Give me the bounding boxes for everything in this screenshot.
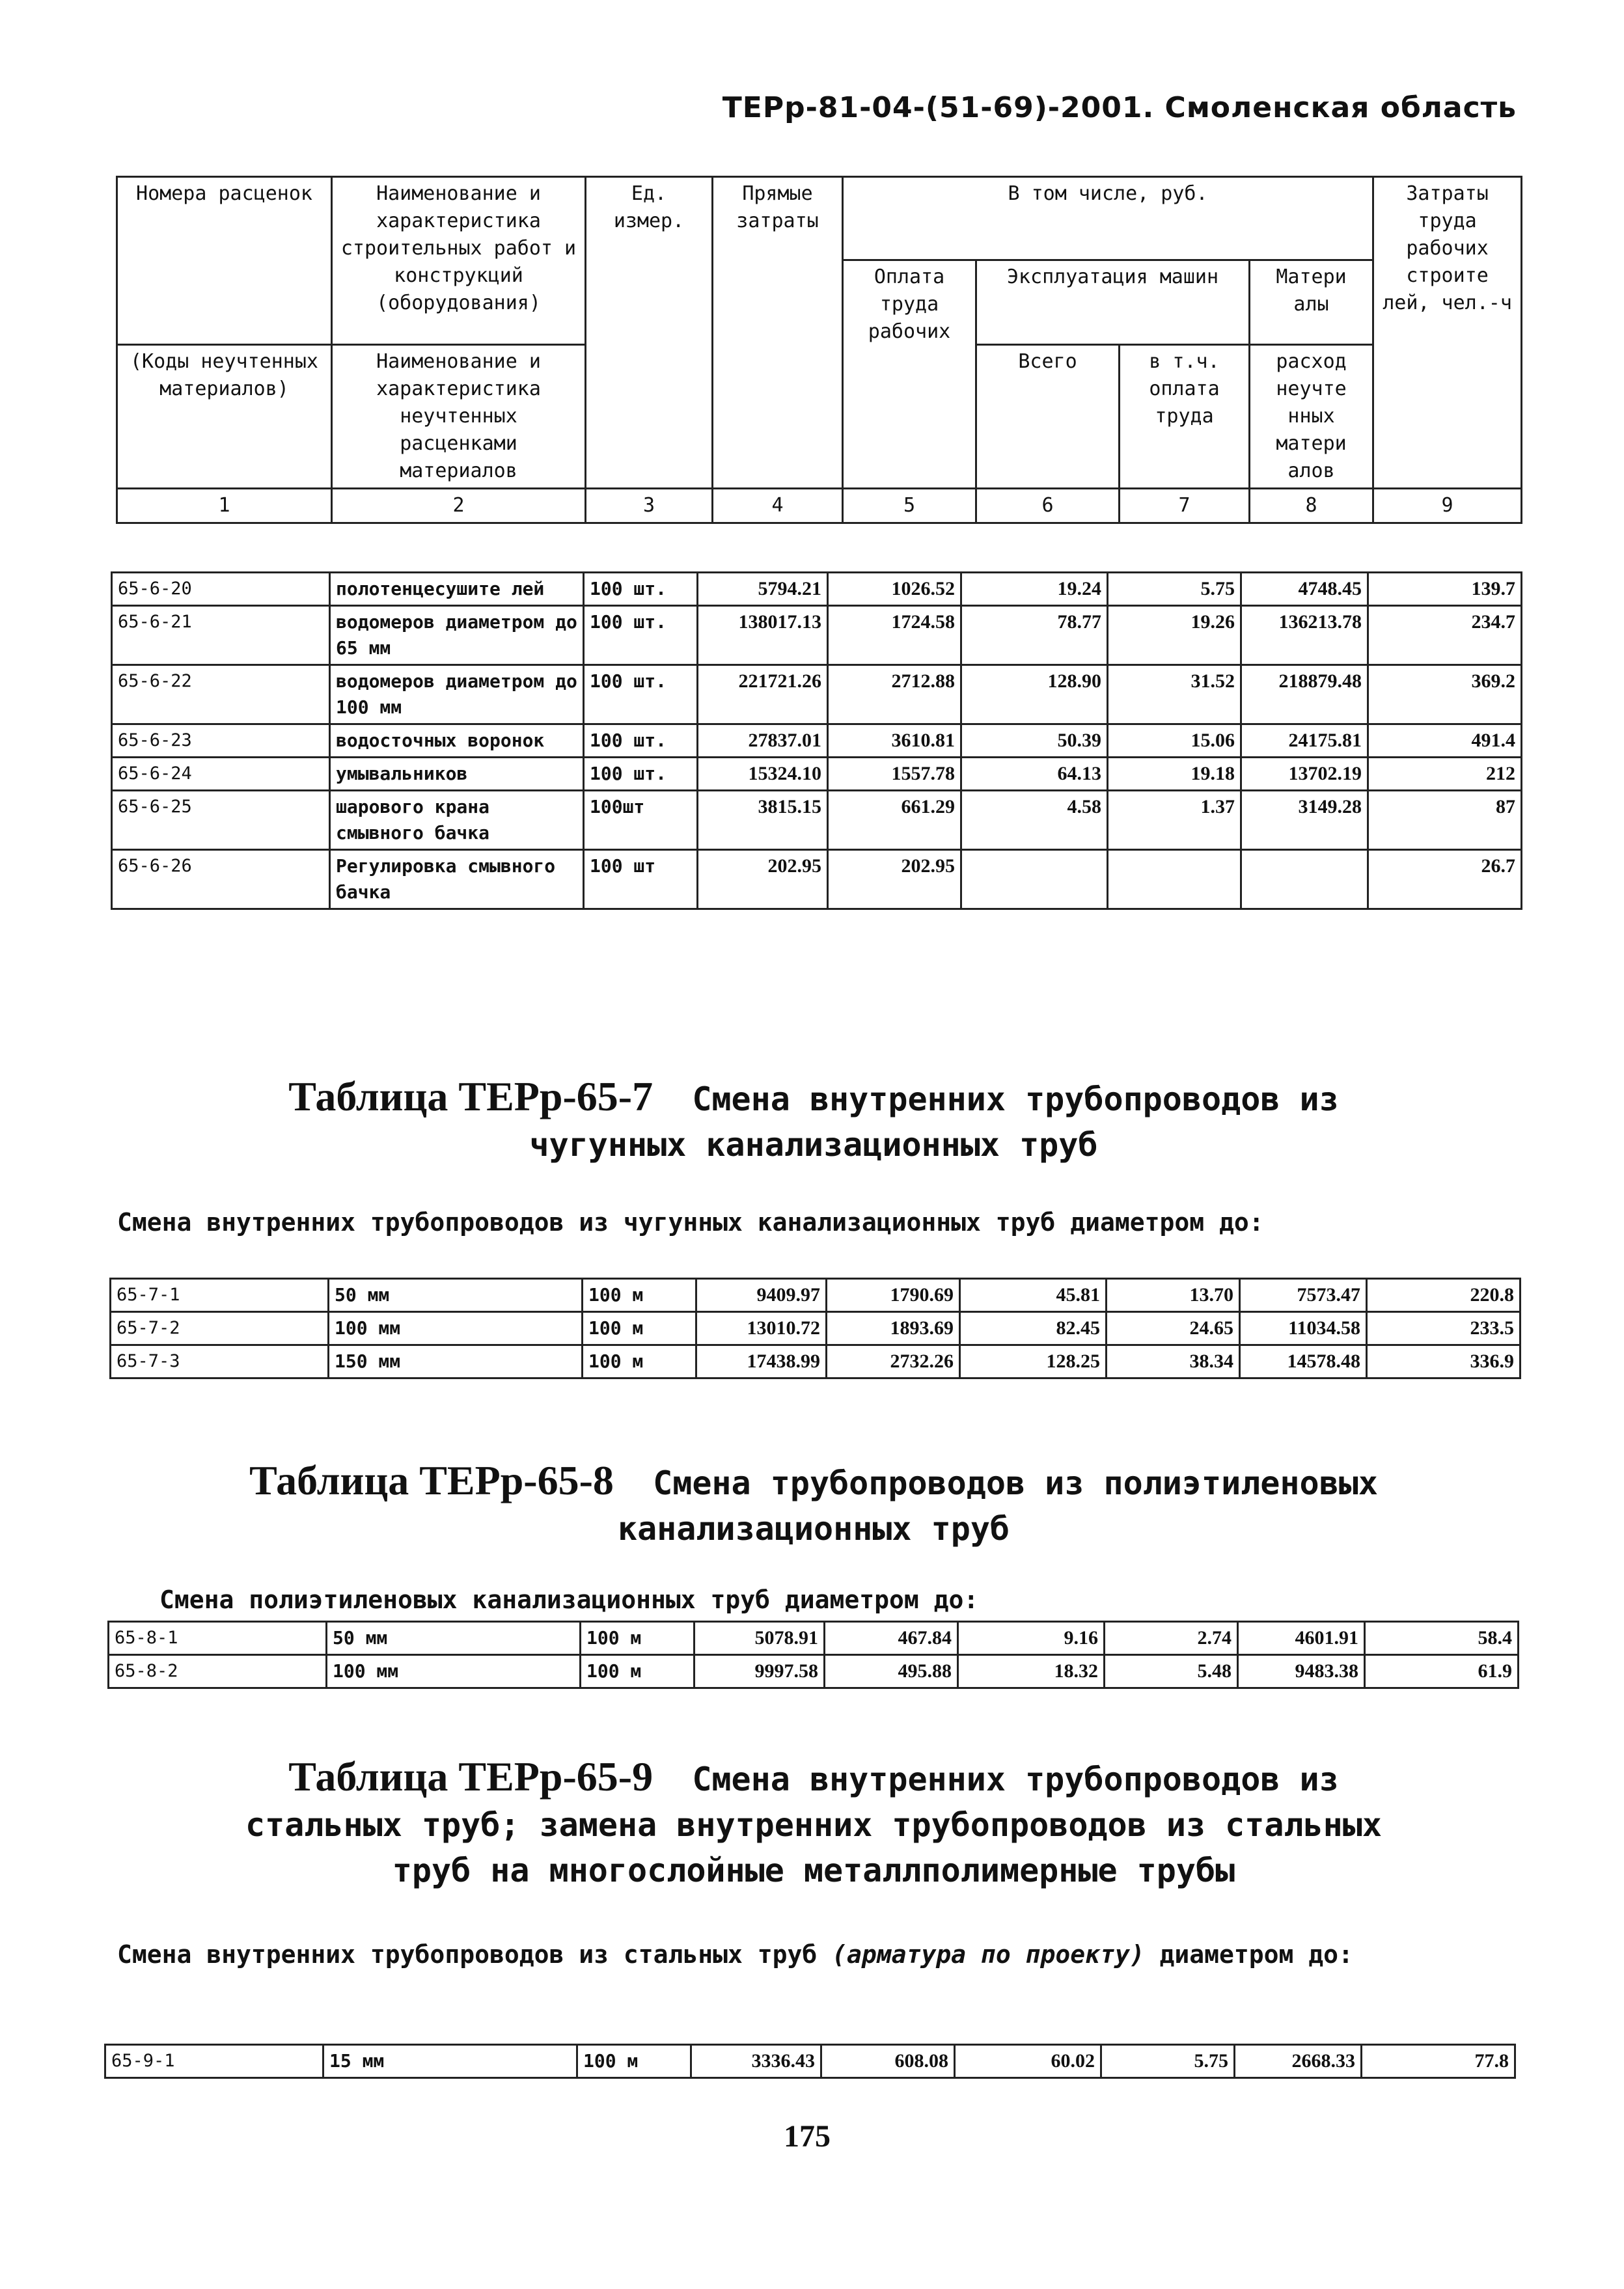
cell-code: 65-9-1 [105, 2045, 323, 2078]
cell-mach_wages: 5.48 [1105, 1655, 1238, 1688]
cell-mach: 18.32 [958, 1655, 1105, 1688]
cell-unit: 100 шт. [584, 665, 698, 724]
cell-mach: 82.45 [960, 1312, 1107, 1345]
cell-name: водомеров диаметром до 65 мм [330, 606, 584, 665]
col-direct-header: Прямые затраты [713, 177, 843, 489]
cell-direct: 9409.97 [696, 1279, 827, 1312]
cell-name: 15 мм [323, 2045, 577, 2078]
cell-name: водомеров диаметром до 100 мм [330, 665, 584, 724]
cell-labor: 26.7 [1368, 850, 1522, 909]
cell-name: 100 мм [327, 1655, 581, 1688]
cell-mat [1241, 850, 1368, 909]
table-row [111, 1312, 1521, 1345]
col-machines-header: Эксплуатация машин [976, 260, 1250, 345]
cell-labor: 77.8 [1362, 2045, 1515, 2078]
cell-wages: 202.95 [828, 850, 961, 909]
cell-code: 65-6-23 [112, 724, 330, 758]
cell-mat: 4601.91 [1238, 1622, 1365, 1655]
table-subtitle: Смена полиэтиленовых канализационных труб диаметром до: [159, 1585, 979, 1614]
cell-labor: 61.9 [1365, 1655, 1519, 1688]
cell-code: 65-7-3 [111, 1345, 329, 1378]
table-title-line: Смена внутренних трубопроводов из [692, 1761, 1339, 1798]
cell-direct: 9997.58 [695, 1655, 825, 1688]
cell-code: 65-6-24 [112, 758, 330, 791]
cell-direct: 17438.99 [696, 1345, 827, 1378]
cell-wages: 495.88 [825, 1655, 958, 1688]
cell-direct: 27837.01 [698, 724, 828, 758]
table-row [112, 573, 1522, 606]
cell-mach: 9.16 [958, 1622, 1105, 1655]
cell-mach: 128.90 [961, 665, 1108, 724]
table-number: Таблица ТЕРр-65-9 [288, 1753, 654, 1800]
subtitle-text: диаметром до: [1159, 1940, 1353, 1969]
cell-wages: 608.08 [821, 2045, 955, 2078]
cell-mach_wages: 38.34 [1107, 1345, 1240, 1378]
cell-mach_wages: 13.70 [1107, 1279, 1240, 1312]
table-row [109, 1622, 1519, 1655]
cell-mach_wages: 2.74 [1105, 1622, 1238, 1655]
cell-labor: 233.5 [1367, 1312, 1521, 1345]
col-mach-wages-header: в т.ч. оплата труда [1120, 345, 1250, 489]
cell-wages: 3610.81 [828, 724, 961, 758]
table-number: Таблица ТЕРр-65-8 [249, 1457, 614, 1503]
table-title-65-8 [65, 1458, 1562, 1552]
cell-name: водосточных воронок [330, 724, 584, 758]
cell-code: 65-6-26 [112, 850, 330, 909]
cell-code: 65-6-20 [112, 573, 330, 606]
col-name-header: Наименование и характеристика строительных работ и конструкций (оборудования) [332, 177, 586, 345]
table-number: Таблица ТЕРр-65-7 [288, 1073, 654, 1119]
cell-unit: 100 м [581, 1622, 695, 1655]
col-number: 1 [117, 489, 332, 523]
table-row [112, 606, 1522, 665]
cell-unit: 100шт [584, 791, 698, 850]
cell-mach: 128.25 [960, 1345, 1107, 1378]
cell-direct: 5794.21 [698, 573, 828, 606]
cell-unit: 100 м [581, 1655, 695, 1688]
cell-wages: 1724.58 [828, 606, 961, 665]
cell-mat: 7573.47 [1240, 1279, 1367, 1312]
cell-name: умывальников [330, 758, 584, 791]
cell-name: Регулировка смывного бачка [330, 850, 584, 909]
cell-direct: 3336.43 [691, 2045, 821, 2078]
col-number: 2 [332, 489, 586, 523]
cell-mat: 218879.48 [1241, 665, 1368, 724]
cell-mach_wages: 1.37 [1108, 791, 1241, 850]
cell-labor: 87 [1368, 791, 1522, 850]
col-number: 5 [843, 489, 976, 523]
table-title-line: стальных труб; замена внутренних трубопроводов из стальных [245, 1806, 1382, 1844]
cell-unit: 100 шт. [584, 573, 698, 606]
table-row [111, 1279, 1521, 1312]
cell-labor: 212 [1368, 758, 1522, 791]
table-row [105, 2045, 1515, 2078]
table-title-line: чугунных канализационных труб [529, 1126, 1098, 1164]
cell-unit: 100 шт. [584, 758, 698, 791]
cell-wages: 1790.69 [827, 1279, 960, 1312]
cell-mat: 13702.19 [1241, 758, 1368, 791]
cell-mach [961, 850, 1108, 909]
cell-name: 50 мм [329, 1279, 583, 1312]
cell-mach: 19.24 [961, 573, 1108, 606]
col-number: 7 [1120, 489, 1250, 523]
cell-direct: 3815.15 [698, 791, 828, 850]
col-labor-header: Затраты труда рабочих строите лей, чел.-ч [1373, 177, 1522, 489]
table-row [112, 850, 1522, 909]
cell-code: 65-8-2 [109, 1655, 327, 1688]
cell-direct: 202.95 [698, 850, 828, 909]
cell-mach_wages: 31.52 [1108, 665, 1241, 724]
cell-code: 65-7-1 [111, 1279, 329, 1312]
col-number: 4 [713, 489, 843, 523]
cell-mach_wages [1108, 850, 1241, 909]
cell-mach_wages: 5.75 [1101, 2045, 1235, 2078]
table-row [112, 758, 1522, 791]
table-row [112, 791, 1522, 850]
cell-labor: 58.4 [1365, 1622, 1519, 1655]
cell-direct: 13010.72 [696, 1312, 827, 1345]
cell-mat: 14578.48 [1240, 1345, 1367, 1378]
cell-code: 65-7-2 [111, 1312, 329, 1345]
cell-mach: 78.77 [961, 606, 1108, 665]
cell-wages: 1557.78 [828, 758, 961, 791]
col-number: 3 [586, 489, 713, 523]
cell-labor: 336.9 [1367, 1345, 1521, 1378]
cell-mach_wages: 5.75 [1108, 573, 1241, 606]
table-65-8 [107, 1621, 1519, 1689]
cell-unit: 100 м [583, 1312, 696, 1345]
cell-direct: 138017.13 [698, 606, 828, 665]
col-unit-header: Ед. измер. [586, 177, 713, 489]
cell-mach: 64.13 [961, 758, 1108, 791]
cell-name: 150 мм [329, 1345, 583, 1378]
cell-unit: 100 шт [584, 850, 698, 909]
subtitle-note: (арматура по проекту) [832, 1940, 1145, 1969]
col-name-header-bottom: Наименование и характеристика неучтенных расценками материалов [332, 345, 586, 489]
cell-mach_wages: 19.26 [1108, 606, 1241, 665]
cell-labor: 234.7 [1368, 606, 1522, 665]
table-subtitle [72, 1936, 1373, 1973]
table-65-6 [111, 571, 1522, 910]
table-title-65-9 [65, 1754, 1562, 1893]
cell-wages: 661.29 [828, 791, 961, 850]
cell-direct: 221721.26 [698, 665, 828, 724]
cell-mach: 60.02 [955, 2045, 1101, 2078]
cell-mat: 24175.81 [1241, 724, 1368, 758]
cell-mat: 2668.33 [1235, 2045, 1362, 2078]
col-number: 6 [976, 489, 1120, 523]
cell-labor: 220.8 [1367, 1279, 1521, 1312]
cell-mat: 136213.78 [1241, 606, 1368, 665]
subtitle-text: Смена внутренних трубопроводов из стальных труб [117, 1940, 818, 1969]
cell-direct: 15324.10 [698, 758, 828, 791]
table-65-9 [104, 2044, 1516, 2079]
cell-wages: 2732.26 [827, 1345, 960, 1378]
cell-code: 65-6-22 [112, 665, 330, 724]
cell-name: полотенцесушите лей [330, 573, 584, 606]
cell-unit: 100 м [583, 1345, 696, 1378]
cell-mat: 11034.58 [1240, 1312, 1367, 1345]
cell-mach: 4.58 [961, 791, 1108, 850]
table-title-line: труб на многослойные металлполимерные трубы [392, 1852, 1235, 1889]
table-title-line: Смена внутренних трубопроводов из [692, 1080, 1339, 1118]
table-subtitle: Смена внутренних трубопроводов из чугунных канализационных труб диаметром до: [117, 1208, 1264, 1237]
cell-wages: 1893.69 [827, 1312, 960, 1345]
cell-labor: 491.4 [1368, 724, 1522, 758]
cell-wages: 2712.88 [828, 665, 961, 724]
cell-name: шарового крана смывного бачка [330, 791, 584, 850]
cell-labor: 369.2 [1368, 665, 1522, 724]
table-65-7 [109, 1278, 1521, 1379]
cell-wages: 467.84 [825, 1622, 958, 1655]
cell-name: 50 мм [327, 1622, 581, 1655]
cell-name: 100 мм [329, 1312, 583, 1345]
col-materials-header: Матери алы [1250, 260, 1373, 345]
col-materials-bottom-header: расход неучте нных матери алов [1250, 345, 1373, 489]
cell-labor: 139.7 [1368, 573, 1522, 606]
cell-direct: 5078.91 [695, 1622, 825, 1655]
col-code-header: Номера расценок [117, 177, 332, 345]
col-group-header: В том числе, руб. [843, 177, 1373, 260]
cell-mat: 4748.45 [1241, 573, 1368, 606]
column-header-table [116, 176, 1522, 524]
cell-mach: 45.81 [960, 1279, 1107, 1312]
col-mach-total-header: Всего [976, 345, 1120, 489]
cell-unit: 100 м [577, 2045, 691, 2078]
col-wages-header: Оплата труда рабочих [843, 260, 976, 489]
page-number: 175 [784, 2119, 831, 2154]
col-number: 9 [1373, 489, 1522, 523]
table-row [112, 724, 1522, 758]
cell-mach_wages: 15.06 [1108, 724, 1241, 758]
cell-code: 65-8-1 [109, 1622, 327, 1655]
cell-unit: 100 шт. [584, 606, 698, 665]
page-header: ТЕРр-81-04-(51-69)-2001. Смоленская область [722, 91, 1517, 124]
cell-mat: 9483.38 [1238, 1655, 1365, 1688]
col-code-header-bottom: (Коды неучтенных материалов) [117, 345, 332, 489]
cell-mach_wages: 19.18 [1108, 758, 1241, 791]
cell-code: 65-6-21 [112, 606, 330, 665]
cell-unit: 100 шт. [584, 724, 698, 758]
table-title-65-7 [65, 1074, 1562, 1168]
cell-code: 65-6-25 [112, 791, 330, 850]
cell-unit: 100 м [583, 1279, 696, 1312]
table-row [112, 665, 1522, 724]
table-title-line: канализационных труб [617, 1510, 1010, 1548]
table-title-line: Смена трубопроводов из полиэтиленовых [653, 1464, 1378, 1502]
table-row [109, 1655, 1519, 1688]
cell-wages: 1026.52 [828, 573, 961, 606]
cell-mach: 50.39 [961, 724, 1108, 758]
table-row [111, 1345, 1521, 1378]
cell-mat: 3149.28 [1241, 791, 1368, 850]
col-number: 8 [1250, 489, 1373, 523]
cell-mach_wages: 24.65 [1107, 1312, 1240, 1345]
